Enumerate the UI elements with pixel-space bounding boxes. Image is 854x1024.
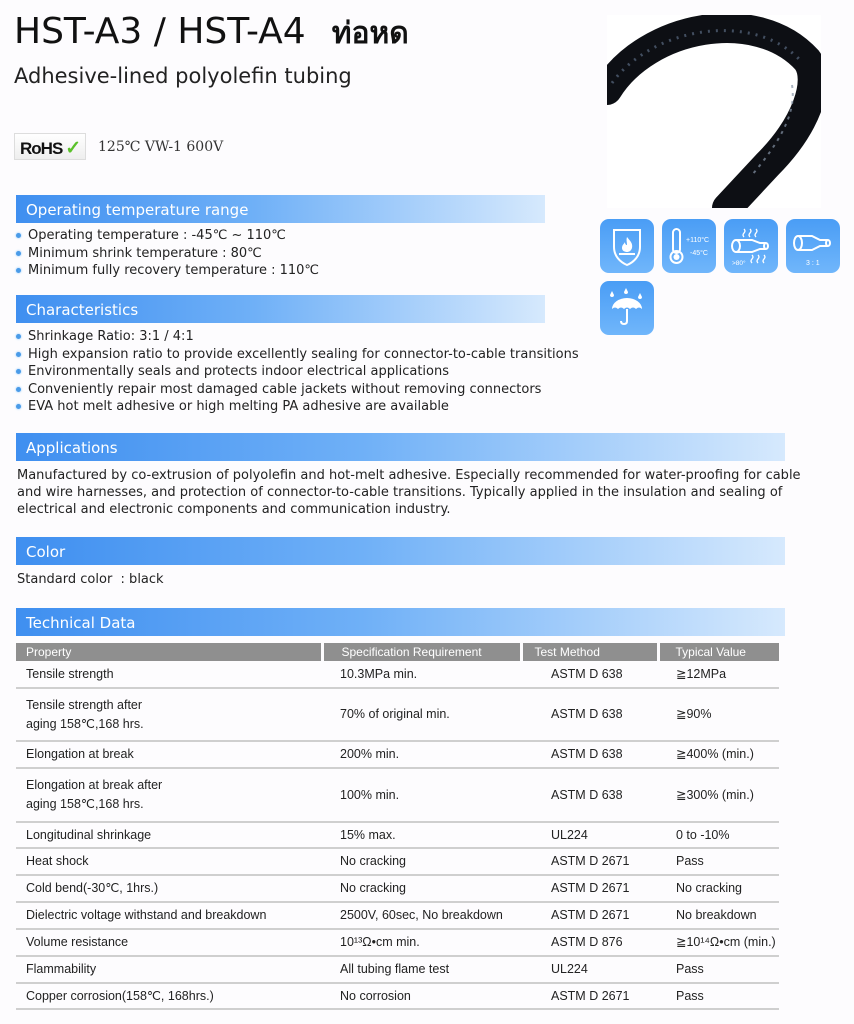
cell-property: Flammability [16, 956, 322, 983]
cell-property: Heat shock [16, 848, 322, 875]
cell-spec: No cracking [322, 848, 521, 875]
cell-property: Volume resistance [16, 929, 322, 956]
cell-typical: ≧12MPa [658, 661, 779, 688]
title-text: HST-A3 / HST-A4 [14, 11, 306, 52]
table-row [16, 688, 779, 741]
table-row [16, 848, 779, 875]
temp-max-label: +110°C [686, 237, 710, 244]
cell-property: Elongation at break [16, 741, 322, 768]
characteristics-list [14, 328, 579, 416]
product-photo [607, 15, 821, 208]
cell-test-method: ASTM D 2671 [521, 983, 658, 1009]
header-typical: Typical Value [658, 643, 779, 661]
list-item: Minimum shrink temperature : 80℃ [14, 245, 319, 263]
shrink-temp-label: >80° [732, 260, 746, 267]
cell-typical: Pass [658, 848, 779, 875]
cell-spec: 10¹³Ω•cm min. [322, 929, 521, 956]
certifications: 125℃ VW-1 600V [98, 139, 224, 155]
cell-typical: ≧90% [658, 688, 779, 741]
rohs-badge [14, 133, 86, 160]
table-row [16, 902, 779, 929]
flame-retardant-icon [600, 219, 654, 273]
ratio-label: 3 : 1 [806, 260, 820, 267]
list-item: Environmentally seals and protects indoor electrical applications [14, 363, 579, 381]
temperature-range-icon [662, 219, 716, 273]
cell-property: Copper corrosion(158℃, 168hrs.) [16, 983, 322, 1009]
list-item: Conveniently repair most damaged cable jackets without removing connectors [14, 381, 579, 399]
cell-property: Tensile strength [16, 661, 322, 688]
list-item: Operating temperature : -45℃ ~ 110℃ [14, 227, 319, 245]
cell-test-method: UL224 [521, 822, 658, 848]
color-text: Standard color : black [17, 572, 164, 587]
table-row [16, 768, 779, 822]
subtitle: Adhesive-lined polyolefin tubing [14, 64, 352, 88]
cell-spec: 70% of original min. [322, 688, 521, 741]
list-item: EVA hot melt adhesive or high melting PA adhesive are available [14, 398, 579, 416]
header-property: Property [16, 643, 322, 661]
table-row [16, 983, 779, 1009]
section-header-operating: Operating temperature range [16, 195, 545, 223]
section-header-technical: Technical Data [16, 608, 785, 636]
list-item: Minimum fully recovery temperature : 110℃ [14, 262, 319, 280]
cell-typical: ≧400% (min.) [658, 741, 779, 768]
technical-data-table [16, 643, 779, 1010]
cell-spec: No cracking [322, 875, 521, 902]
cell-spec: No corrosion [322, 983, 521, 1009]
temp-min-label: -45°C [690, 250, 708, 257]
cell-test-method: ASTM D 638 [521, 661, 658, 688]
cell-spec: 10.3MPa min. [322, 661, 521, 688]
table-header-row [16, 643, 779, 661]
cell-test-method: ASTM D 876 [521, 929, 658, 956]
check-icon: ✓ [65, 138, 81, 159]
cell-property: Cold bend(-30℃, 1hrs.) [16, 875, 322, 902]
operating-list [14, 227, 319, 280]
table-row [16, 822, 779, 848]
table-row [16, 661, 779, 688]
cell-property: Longitudinal shrinkage [16, 822, 322, 848]
cell-spec: 100% min. [322, 768, 521, 822]
cell-test-method: ASTM D 2671 [521, 848, 658, 875]
heat-shrink-icon [724, 219, 778, 273]
rohs-text: RoHS [20, 139, 63, 158]
cell-property: Tensile strength after aging 158℃,168 hrs. [16, 688, 322, 741]
cell-property: Dielectric voltage withstand and breakdown [16, 902, 322, 929]
list-item: Shrinkage Ratio: 3:1 / 4:1 [14, 328, 579, 346]
cell-spec: 15% max. [322, 822, 521, 848]
section-header-color: Color [16, 537, 785, 565]
cell-test-method: ASTM D 2671 [521, 875, 658, 902]
cell-spec: All tubing flame test [322, 956, 521, 983]
cell-test-method: ASTM D 638 [521, 768, 658, 822]
cell-test-method: ASTM D 638 [521, 741, 658, 768]
cell-test-method: UL224 [521, 956, 658, 983]
shrink-ratio-icon [786, 219, 840, 273]
waterproof-icon [600, 281, 654, 335]
list-item: High expansion ratio to provide excellently sealing for connector-to-cable transitions [14, 346, 579, 364]
table-row [16, 929, 779, 956]
table-row [16, 875, 779, 902]
section-header-applications: Applications [16, 433, 785, 461]
title-thai: ท่อหด [331, 16, 409, 51]
table-row [16, 741, 779, 768]
table-row [16, 956, 779, 983]
cell-typical: Pass [658, 956, 779, 983]
cell-spec: 200% min. [322, 741, 521, 768]
cell-typical: 0 to -10% [658, 822, 779, 848]
cell-typical: ≧10¹⁴Ω•cm (min.) [658, 929, 779, 956]
cell-typical: No breakdown [658, 902, 779, 929]
page-title [14, 10, 409, 57]
cell-property: Elongation at break after aging 158℃,168 hrs. [16, 768, 322, 822]
cell-test-method: ASTM D 2671 [521, 902, 658, 929]
cell-test-method: ASTM D 638 [521, 688, 658, 741]
section-header-characteristics: Characteristics [16, 295, 545, 323]
cell-typical: Pass [658, 983, 779, 1009]
applications-text: Manufactured by co-extrusion of polyolefin and hot-melt adhesive. Especially recommended for water-proofing for cable and wire harnesses, and protection of connector-to-cable transitions. Typically applied in the insulation and sealing of electrical and electronic components and communication industry. [17, 468, 801, 517]
cell-typical: No cracking [658, 875, 779, 902]
cell-typical: ≧300% (min.) [658, 768, 779, 822]
header-spec: Specification Requirement [322, 643, 521, 661]
cell-spec: 2500V, 60sec, No breakdown [322, 902, 521, 929]
header-test: Test Method [521, 643, 658, 661]
